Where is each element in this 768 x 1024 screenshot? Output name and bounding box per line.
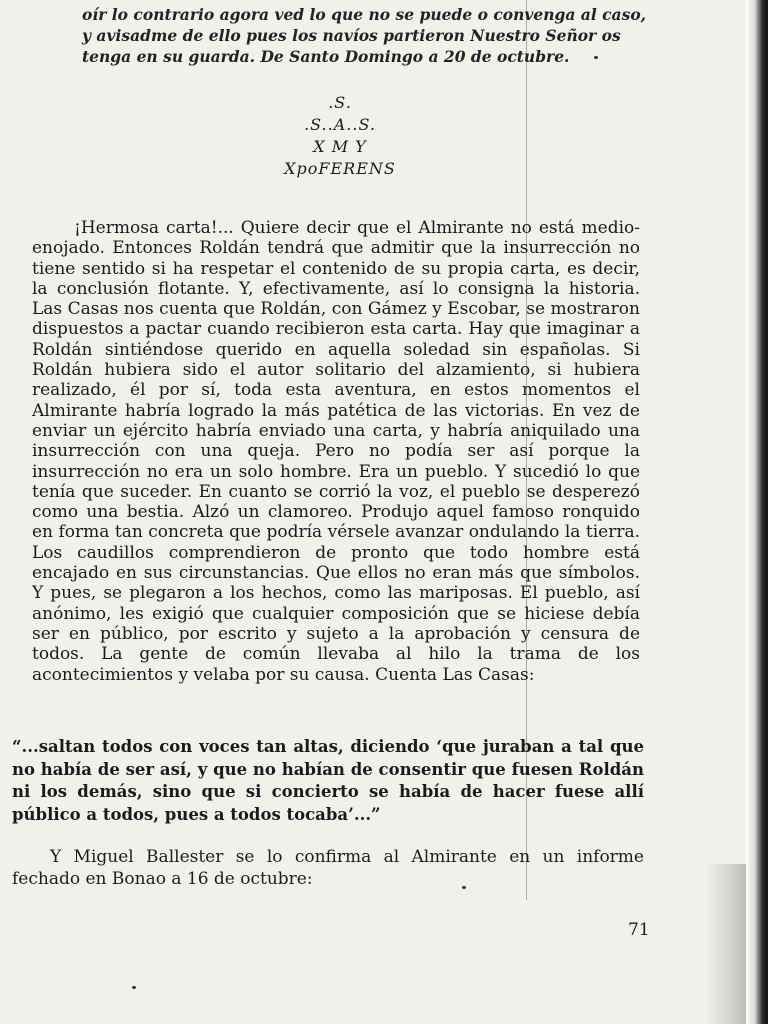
signature-line-4: XpoFERENS [284, 159, 396, 178]
book-spine-edge [746, 0, 768, 1024]
ink-speck [594, 56, 598, 59]
ink-speck [132, 986, 136, 989]
body-paragraph [32, 218, 640, 685]
page-edge-shadow [706, 864, 746, 1024]
ink-speck [462, 886, 466, 889]
las-casas-quote: “...saltan todos con voces tan altas, diciendo ‘que juraban a tal que no había de ser así, y que no habían de consentir que fuesen Roldán ni los demás, sino que si concierto se había de hacer fuese allí público a todos, pues a todos tocaba’...” [12, 737, 644, 824]
signature-block [240, 92, 440, 180]
body-paragraph-text: ¡Hermosa carta!... Quiere decir que el Almirante no está medio-enojado. Entonces Roldán tendrá que admitir que la insurrección no tiene sentido si ha respetar el contenido de su propia carta, es decir, la conclusión flotante. Y, efectivamente, así lo consigna la historia. Las Casas nos cuenta que Roldán, con Gámez y Escobar, se mostraron dispuestos a pactar cuando recibieron esta carta. Hay que imaginar a Roldán sintiéndose querido en aquella soledad sin españolas. Si Roldán hubiera sido el autor solitario del alzamiento, si hubiera realizado, él por sí, toda esta aventura, en estos momentos el Almirante habría logrado la más patética de las victorias. En vez de enviar un ejército habría enviado una carta, y habría aniquilado una insurrección con una queja. Pero no podía ser así porque la insurrección no era un solo hombre. Era un pueblo. Y sucedió lo que tenía que suceder. En cuanto se corrió la voz, el pueblo se desperezó como una bestia. Alzó un clamoreo. Produjo aquel famoso ronquido en forma tan concreta que podría vérsele avanzar ondulando la tierra. Los caudillos comprendieron de pronto que todo hombre está encajado en sus circunstancias. Que ellos no eran más que símbolos. Y pues, se plegaron a los hechos, como las mariposas. El pueblo, así anónimo, les exigió que cualquier composición que se hiciese debía ser en público, por escrito y sujeto a la aprobación y censura de todos. La gente de común llevaba al hilo la trama de los acontecimientos y velaba por su causa. Cuenta Las Casas: [32, 218, 640, 685]
page-number: 71 [628, 920, 650, 940]
signature-line-1: .S. [328, 93, 352, 112]
signature-line-3: X M Y [313, 137, 367, 156]
top-quote-text: oír lo contrario agora ved lo que no se puede o convenga al caso, y avisadme de ello pues los navíos partieron Nuestro Señor os tenga en su guarda. De Santo Domingo a 20 de octubre. [82, 5, 647, 66]
closing-paragraph-text: Y Miguel Ballester se lo confirma al Almirante en un informe fechado en Bonao a 16 de octubre: [12, 847, 644, 889]
signature-line-2: .S..A..S. [304, 115, 376, 134]
closing-paragraph [12, 846, 644, 890]
